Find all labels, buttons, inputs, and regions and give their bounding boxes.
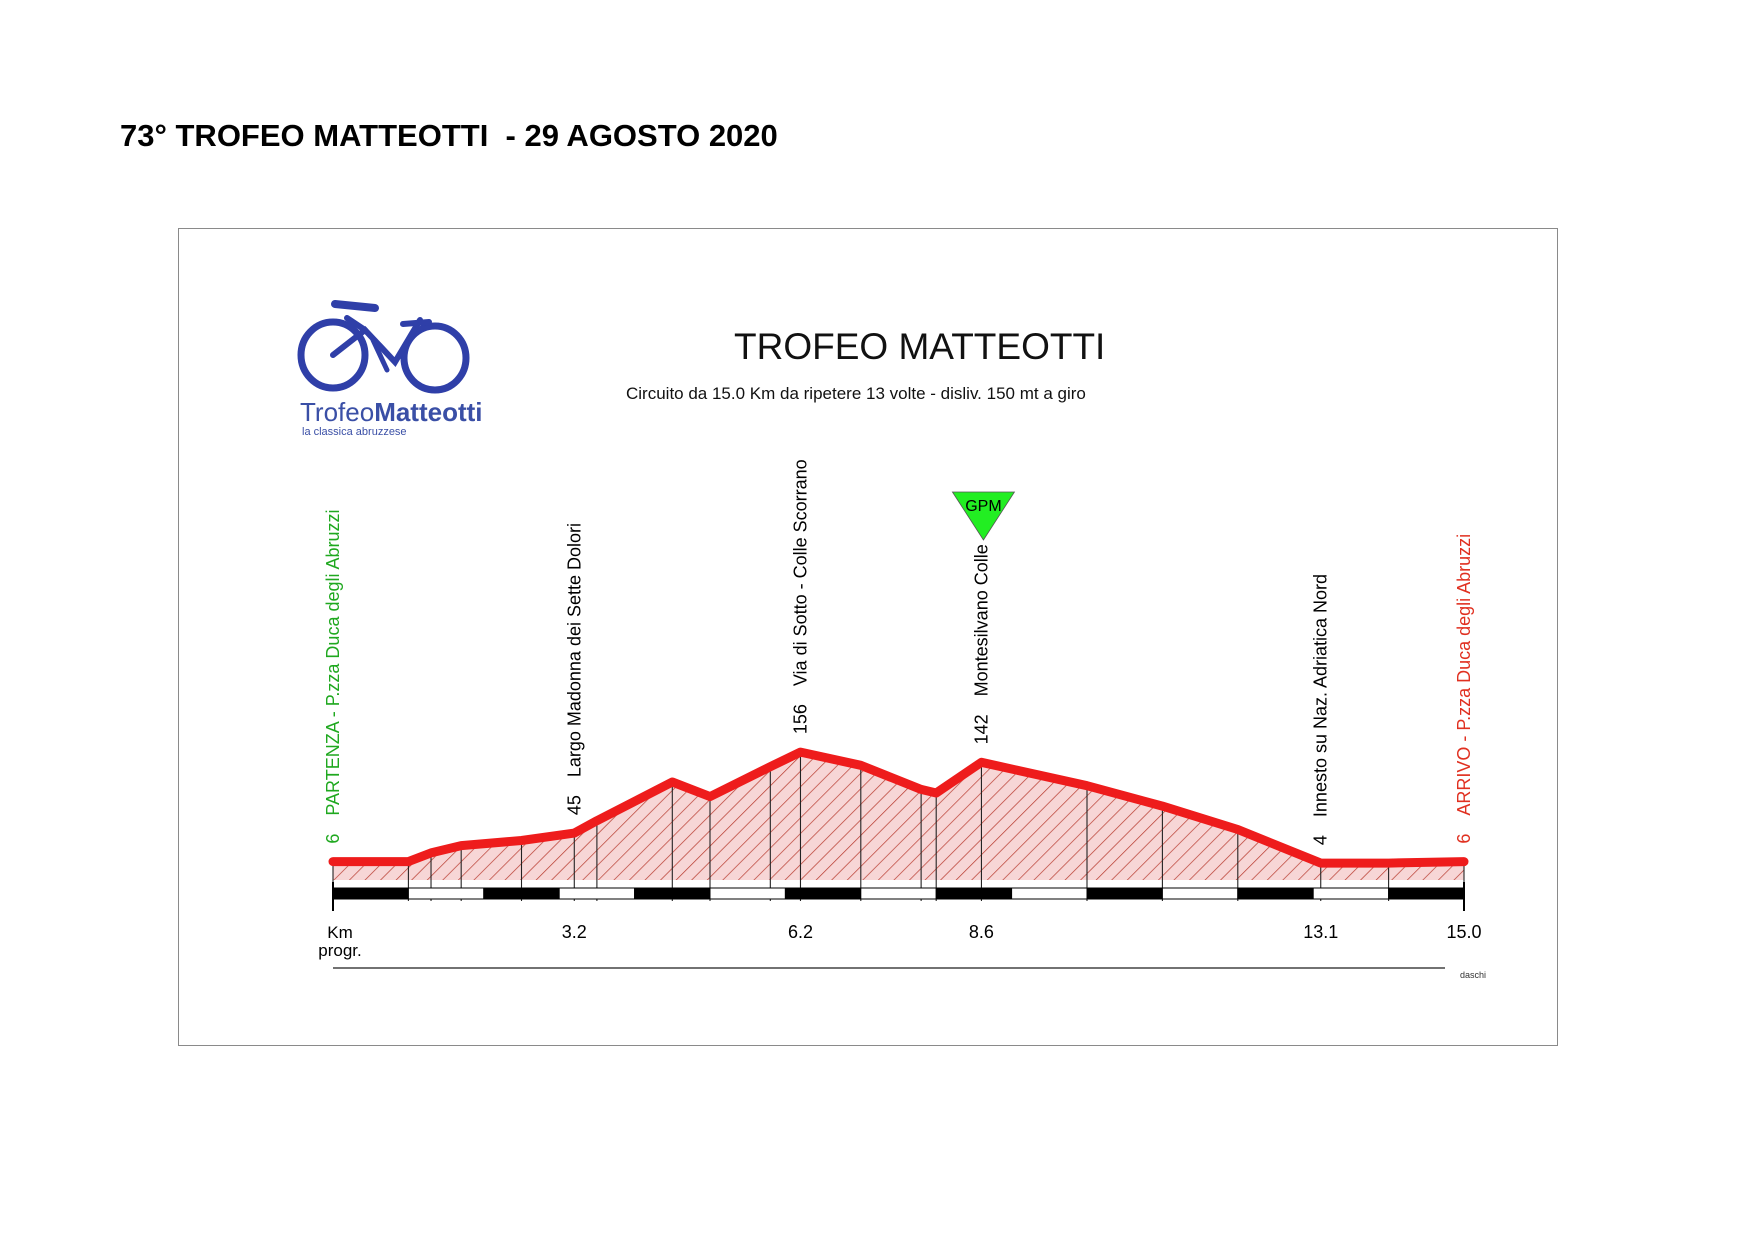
km-segment xyxy=(484,888,559,899)
km-segment xyxy=(710,888,785,899)
credit-label: daschi xyxy=(1460,970,1487,980)
km-segment xyxy=(785,888,860,899)
profile-area xyxy=(333,752,1464,880)
waypoint-altitude: 6 xyxy=(323,833,343,844)
waypoint-altitude: 45 xyxy=(564,795,585,816)
x-tick-label: 15.0 xyxy=(1446,922,1482,942)
km-segment xyxy=(1313,888,1388,899)
waypoint-altitude: 142 xyxy=(971,714,992,745)
x-axis-label-line2: progr. xyxy=(318,941,362,960)
km-segment xyxy=(559,888,634,899)
waypoint-label: Innesto su Naz. Adriatica Nord xyxy=(1310,573,1331,818)
x-tick-label: 13.1 xyxy=(1303,922,1339,942)
chart-subtitle: Circuito da 15.0 Km da ripetere 13 volte - disliv. 150 mt a giro xyxy=(626,384,1086,403)
x-axis-label: Km xyxy=(327,923,353,942)
waypoint-label: PARTENZA - P.zza Duca degli Abruzzi xyxy=(323,509,343,816)
logo-name-light: Trofeo xyxy=(300,397,375,427)
x-tick-label: 8.6 xyxy=(968,922,994,942)
logo-tagline: la classica abruzzese xyxy=(302,426,407,438)
page-heading: 73° TROFEO MATTEOTTI - 29 AGOSTO 2020 xyxy=(120,118,778,153)
x-tick-label: 6.2 xyxy=(787,922,813,942)
waypoint-altitude: 4 xyxy=(1310,835,1331,846)
km-segment xyxy=(861,888,936,899)
km-segment xyxy=(1389,888,1464,899)
km-segment xyxy=(1087,888,1162,899)
gpm-badge-label: GPM xyxy=(965,498,1002,515)
km-segment xyxy=(408,888,483,899)
km-segment xyxy=(1238,888,1313,899)
km-segment xyxy=(333,888,408,899)
waypoint-altitude: 156 xyxy=(790,704,811,735)
waypoint-label: Montesilvano Colle xyxy=(971,544,992,697)
km-segment xyxy=(635,888,710,899)
chart-title: TROFEO MATTEOTTI xyxy=(734,326,1106,367)
waypoint-label: Largo Madonna dei Sette Dolori xyxy=(564,522,585,778)
waypoint-altitude: 6 xyxy=(1454,833,1474,844)
x-tick-label: 3.2 xyxy=(561,922,587,942)
km-segment xyxy=(936,888,1011,899)
km-segment xyxy=(1162,888,1237,899)
km-segment xyxy=(1012,888,1087,899)
waypoint-label: ARRIVO - P.zza Duca degli Abruzzi xyxy=(1454,533,1474,816)
logo-name-bold: Matteotti xyxy=(374,397,483,427)
waypoint-label: Via di Sotto - Colle Scorrano xyxy=(790,459,811,687)
